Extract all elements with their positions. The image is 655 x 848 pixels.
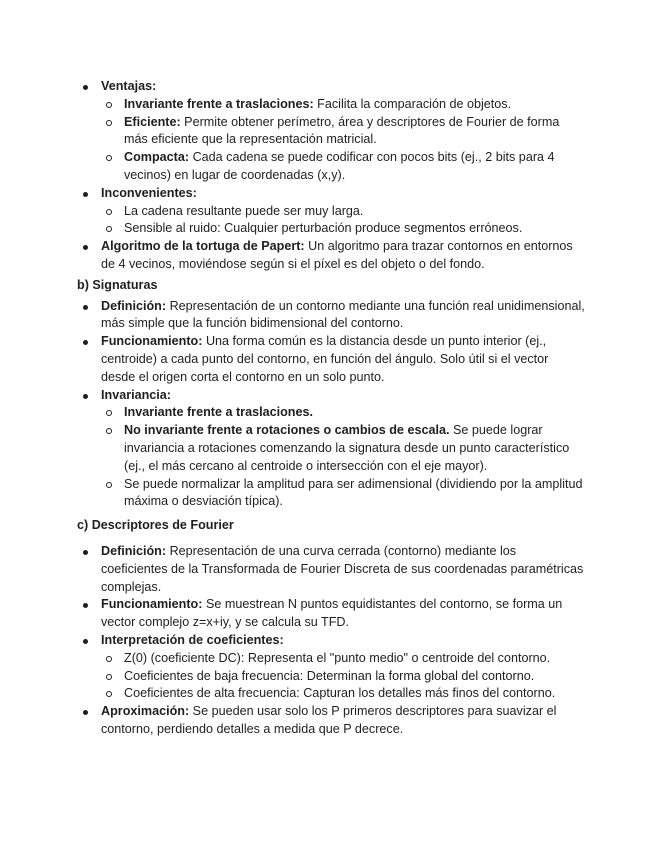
item-text: Cada cadena se puede codificar con pocos bits (ej., 2 bits para 4 vecinos) en lugar de coordenadas (x,y). bbox=[124, 150, 555, 182]
sub-list-item bbox=[101, 114, 585, 150]
sub-list-item bbox=[101, 476, 585, 512]
item-label: Interpretación de coeficientes: bbox=[101, 632, 284, 647]
item-text: Coeficientes de baja frecuencia: Determinan la forma global del contorno. bbox=[124, 668, 535, 683]
list-item bbox=[0, 703, 655, 739]
list-item bbox=[0, 632, 655, 703]
item-label: Invariancia: bbox=[101, 387, 171, 402]
item-label: Funcionamiento: bbox=[101, 597, 203, 612]
section-c-heading: c) Descriptores de Fourier bbox=[77, 518, 234, 533]
sub-list-item bbox=[101, 404, 585, 422]
sub-list bbox=[101, 404, 585, 511]
item-label: Invariante frente a traslaciones. bbox=[124, 405, 313, 420]
section-c-list bbox=[0, 543, 655, 739]
item-text: Representación de una curva cerrada (contorno) mediante los coeficientes de la Transformada de Fourier Discreta de sus coordenadas paramétricas complejas. bbox=[101, 543, 584, 594]
list-item bbox=[0, 387, 655, 512]
section-a-list bbox=[0, 78, 655, 274]
item-text: La cadena resultante puede ser muy larga. bbox=[124, 203, 364, 218]
item-text: Coeficientes de alta frecuencia: Capturan los detalles más finos del contorno. bbox=[124, 686, 556, 701]
item-text: Permite obtener perímetro, área y descriptores de Fourier de forma más eficiente que la representación matricial. bbox=[124, 114, 560, 147]
item-label: Definición: bbox=[101, 543, 167, 558]
sub-list-item bbox=[101, 203, 585, 221]
item-label: Compacta: bbox=[124, 150, 190, 165]
item-text: Representación de un contorno mediante una función real unidimensional, más simple que la función bidimensional del contorno. bbox=[101, 298, 585, 331]
sub-list-item bbox=[101, 149, 585, 185]
item-text: Se puede lograr invariancia a rotaciones comenzando la signatura desde un punto característico (ej., el más cercano al centroide o intersección con el eje mayor). bbox=[124, 423, 570, 473]
item-label: Algoritmo de la tortuga de Papert: bbox=[101, 239, 305, 254]
sub-list-item bbox=[101, 96, 585, 114]
item-label: Definición: bbox=[101, 298, 167, 313]
sub-list-item bbox=[101, 220, 585, 238]
list-item bbox=[0, 185, 655, 238]
document-page bbox=[0, 78, 655, 739]
item-label: Funcionamiento: bbox=[101, 334, 203, 349]
item-text: Una forma común es la distancia desde un punto interior (ej., centroide) a cada punto del contorno, en función del ángulo. Solo útil si el vector desde el origen corta el contorno en un solo punto. bbox=[101, 334, 549, 384]
item-text: Z(0) (coeficiente DC): Representa el "punto medio" o centroide del contorno. bbox=[124, 650, 551, 665]
sub-list-item bbox=[101, 685, 585, 703]
item-text: Un algoritmo para trazar contornos en entornos de 4 vecinos, moviéndose según si el píxel es del objeto o del fondo. bbox=[101, 239, 573, 271]
sub-list bbox=[101, 203, 585, 239]
item-label: No invariante frente a rotaciones o cambios de escala. bbox=[124, 423, 450, 438]
sub-list-item bbox=[101, 668, 585, 686]
section-b-heading: b) Signaturas bbox=[77, 277, 158, 292]
item-text: Se pueden usar solo los P primeros descriptores para suavizar el contorno, perdiendo detalles a medida que P decrece. bbox=[101, 704, 557, 736]
item-label: Invariante frente a traslaciones: bbox=[124, 96, 314, 111]
item-text: Facilita la comparación de objetos. bbox=[313, 96, 512, 111]
sub-list bbox=[101, 650, 585, 703]
sub-list bbox=[101, 96, 585, 185]
sub-list-item bbox=[101, 422, 585, 475]
list-item bbox=[0, 596, 655, 632]
item-label: Eficiente: bbox=[124, 114, 181, 129]
list-item bbox=[0, 238, 655, 274]
item-label: Inconvenientes: bbox=[101, 185, 197, 200]
item-text: Se muestrean N puntos equidistantes del contorno, se forma un vector complejo z=x+iy, y se calcula su TFD. bbox=[101, 597, 563, 630]
list-item bbox=[0, 298, 655, 334]
list-item bbox=[0, 333, 655, 386]
list-item bbox=[0, 78, 655, 185]
item-label: Ventajas: bbox=[101, 79, 157, 93]
list-item bbox=[0, 543, 655, 596]
sub-list-item bbox=[101, 650, 585, 668]
item-text: Se puede normalizar la amplitud para ser adimensional (dividiendo por la amplitud máxima o desviación típica). bbox=[124, 476, 583, 509]
item-label: Aproximación: bbox=[101, 704, 190, 719]
item-text: Sensible al ruido: Cualquier perturbación produce segmentos erróneos. bbox=[124, 221, 523, 236]
section-b-list bbox=[0, 298, 655, 512]
